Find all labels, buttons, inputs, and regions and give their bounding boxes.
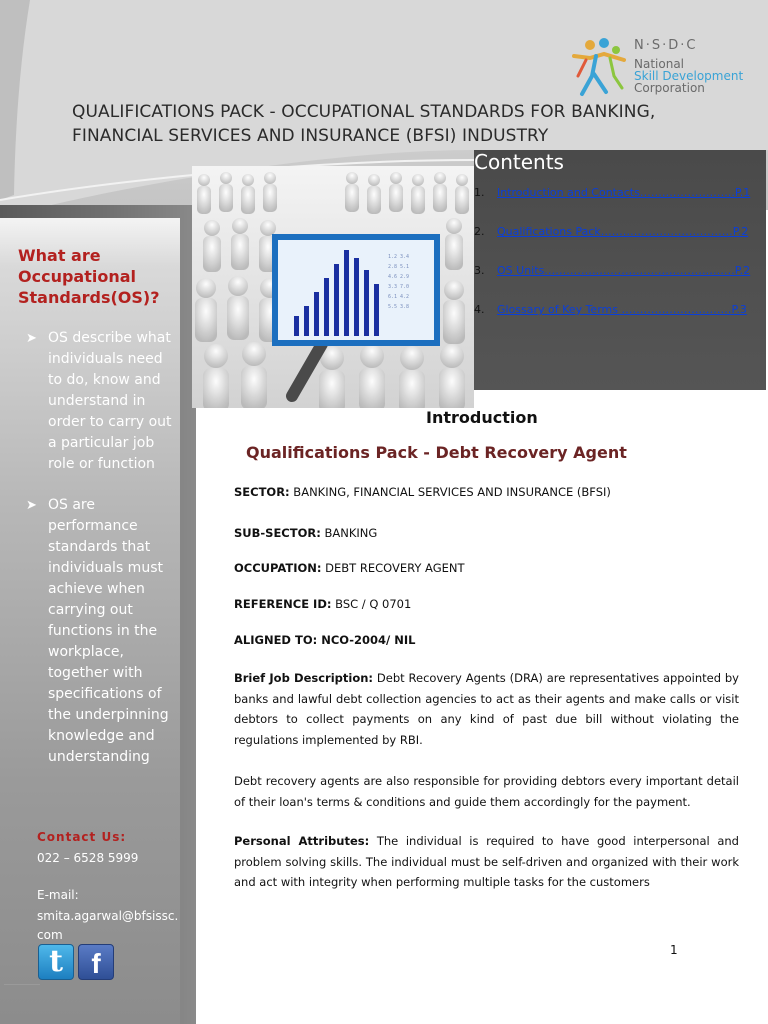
aligned-field: [234, 630, 744, 650]
contact-phone: 022 – 6528 5999: [37, 851, 139, 865]
contents-item-number: 4.: [474, 303, 485, 316]
contents-item-number: 3.: [474, 264, 485, 277]
arrow-bullet-icon: ➤: [26, 498, 37, 513]
logo-line-3: Corporation: [634, 81, 705, 95]
contact-email-label: E-mail:: [37, 888, 79, 902]
contents-item-number: 2.: [474, 225, 485, 238]
svg-text:4.6 2.9: 4.6 2.9: [388, 274, 410, 280]
page-title: QUALIFICATIONS PACK - OCCUPATIONAL STANDARDS FOR BANKING, FINANCIAL SERVICES AND INSURANCE (BFSI) INDUSTRY: [72, 102, 656, 146]
contents-item: [474, 302, 764, 341]
twitter-icon[interactable]: t: [38, 944, 74, 980]
sidebar-bullets: [26, 328, 176, 788]
contents-item-number: 1.: [474, 186, 485, 199]
contact-label: Contact Us:: [37, 830, 127, 844]
logo-line-2: Skill Development: [634, 69, 744, 83]
facebook-icon[interactable]: f: [78, 944, 114, 980]
contact-email[interactable]: smita.agarwal@bfsissc.com: [37, 909, 179, 942]
introduction-heading: Introduction: [426, 408, 538, 427]
contents-link-glossary[interactable]: Glossary of Key Terms …………………………P.3: [497, 303, 747, 316]
contents-list: [474, 185, 764, 341]
brief-text: Debt Recovery Agents (DRA) are representatives appointed by banks and lawful debt collection agencies to act as their agents and make calls or visit debtors to collect payments on any kind of past due bill without violating the regulations implemented by RBI.: [234, 671, 739, 747]
svg-text:3.3 7.0: 3.3 7.0: [388, 284, 410, 290]
occupation-label: OCCUPATION:: [234, 561, 322, 575]
svg-text:6.1 4.2: 6.1 4.2: [388, 294, 410, 300]
aligned-label: ALIGNED TO: NCO-2004/ NIL: [234, 633, 416, 647]
contents-item: [474, 185, 764, 224]
subsector-field: [234, 523, 744, 543]
nsdc-figures-icon: [570, 36, 630, 98]
contents-link-introduction[interactable]: Introduction and Contacts……………………..P.1: [497, 186, 751, 199]
sector-label: SECTOR:: [234, 485, 290, 499]
contents-item: [474, 263, 764, 302]
contents-link-os-units[interactable]: OS Units…………………………………………….P.2: [497, 264, 751, 277]
chart-magnifier-illustration: [192, 166, 474, 408]
logo-abbr: N·S·D·C: [634, 38, 698, 53]
qualifications-pack-heading: Qualifications Pack - Debt Recovery Agent: [246, 443, 627, 462]
sidebar-heading: What are Occupational Standards(OS)?: [18, 246, 160, 307]
arrow-bullet-icon: ➤: [26, 331, 37, 346]
sector-value: BANKING, FINANCIAL SERVICES AND INSURANCE (BFSI): [289, 485, 611, 499]
divider: [4, 984, 40, 985]
brief-label: Brief Job Description:: [234, 671, 374, 685]
logo-line-1: National: [634, 57, 685, 71]
page-number: 1: [670, 943, 678, 957]
sidebar-bullet-text: OS describe what individuals need to do, know and understand in order to carry out a particular job role or function: [48, 330, 172, 472]
reference-value: BSC / Q 0701: [331, 597, 412, 611]
contents-link-qualifications-pack[interactable]: Qualifications Pack………………………………P.2: [497, 225, 749, 238]
contents-item: [474, 224, 764, 263]
sidebar-bullet: [26, 495, 176, 768]
subsector-value: BANKING: [320, 526, 378, 540]
contents-title: Contents: [474, 150, 564, 174]
reference-field: [234, 594, 744, 614]
sidebar-bullet-text: OS are performance standards that individuals must achieve when carrying out functions in the workplace, together with specifications of the underpinning knowledge and understanding: [48, 497, 169, 765]
svg-text:2.8 5.1: 2.8 5.1: [388, 264, 410, 270]
brief-job-description: [234, 668, 739, 750]
sidebar-bullet: [26, 328, 176, 475]
personal-label: Personal Attributes:: [234, 834, 370, 848]
svg-text:1.2 3.4: 1.2 3.4: [388, 254, 410, 260]
personal-text: The individual is required to have good interpersonal and problem solving skills. The individual must be self-driven and organized with their work and act with integrity when performing multiple tasks for the customers: [234, 834, 739, 889]
occupation-value: DEBT RECOVERY AGENT: [321, 561, 465, 575]
occupation-field: [234, 558, 744, 578]
reference-label: REFERENCE ID:: [234, 597, 332, 611]
nsdc-logo: [570, 36, 760, 102]
sector-field: [234, 482, 744, 502]
personal-attributes: [234, 831, 739, 893]
subsector-label: SUB-SECTOR:: [234, 526, 321, 540]
svg-text:5.5 3.8: 5.5 3.8: [388, 304, 410, 310]
responsibility-paragraph: Debt recovery agents are also responsible for providing debtors every important detail of their loan's terms & conditions and guide them accordingly for the payment.: [234, 774, 739, 809]
